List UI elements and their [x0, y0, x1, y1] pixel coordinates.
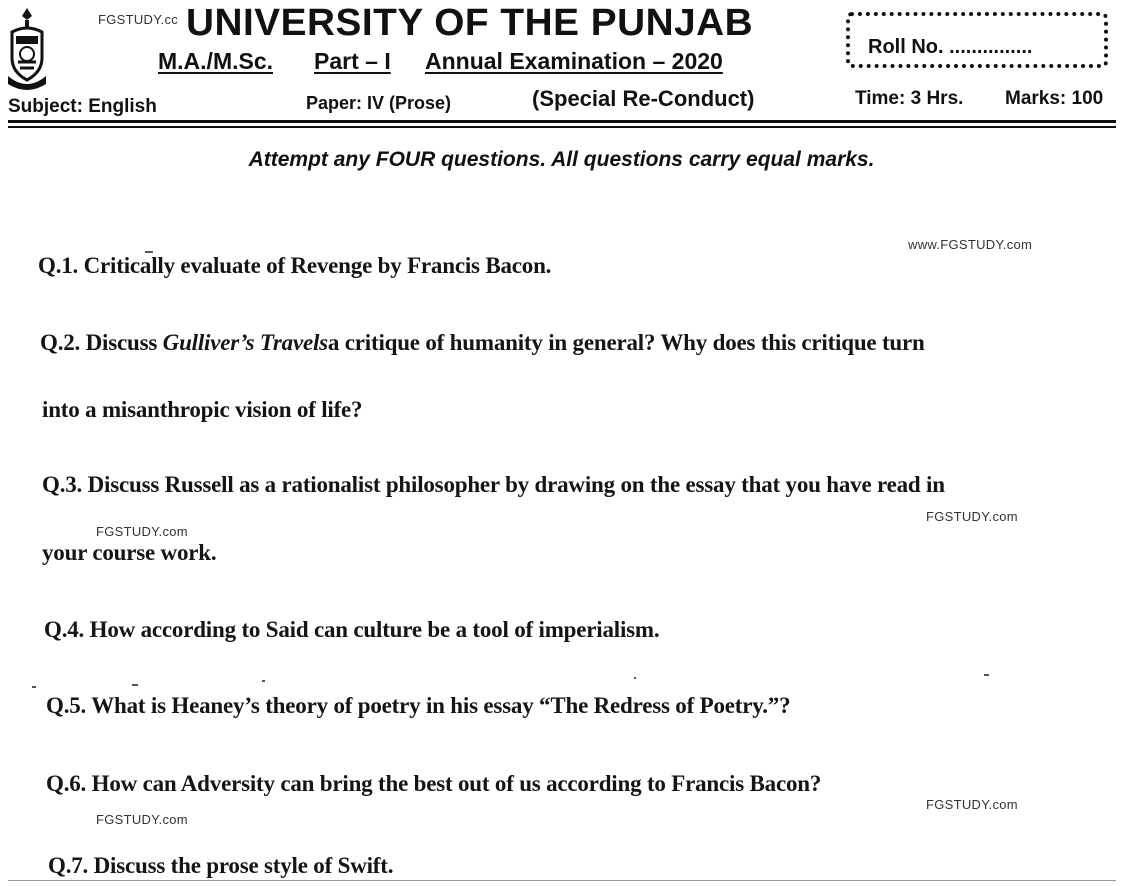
scan-speck — [145, 251, 153, 253]
scan-speck — [132, 684, 138, 686]
university-title: UNIVERSITY OF THE PUNJAB — [186, 2, 754, 44]
question-2-prefix: Q.2. Discuss — [40, 330, 163, 355]
instructions: Attempt any FOUR questions. All questions carry equal marks. — [248, 148, 875, 171]
question-3-line-2: your course work. — [42, 540, 217, 565]
header-rule-top — [8, 120, 1116, 123]
university-crest-icon — [6, 6, 48, 92]
scan-speck — [634, 677, 636, 679]
question-2-line-2: into a misanthropic vision of life? — [42, 397, 363, 422]
question-2-rest: a critique of humanity in general? Why does this critique turn — [327, 330, 925, 355]
question-5: Q.5. What is Heaney’s theory of poetry in his essay “The Redress of Poetry.”? — [46, 693, 791, 718]
question-4: Q.4. How according to Said can culture be a tool of imperialism. — [44, 617, 660, 642]
marks-label: Marks: 100 — [1005, 88, 1104, 109]
watermark-text: FGSTUDY.com — [926, 797, 1018, 812]
special-label: (Special Re-Conduct) — [532, 86, 755, 111]
roll-number-box[interactable] — [846, 12, 1108, 68]
question-6: Q.6. How can Adversity can bring the best out of us according to Francis Bacon? — [46, 771, 822, 796]
watermark-text: FGSTUDY.com — [96, 812, 188, 827]
question-1: Q.1. Critically evaluate of Revenge by Francis Bacon. — [38, 253, 552, 278]
roll-number-label: Roll No. ............... — [868, 36, 1033, 58]
part-label: Part – I — [314, 48, 391, 74]
watermark-text: www.FGSTUDY.com — [908, 237, 1033, 252]
question-2-title: Gulliver’s Travels — [162, 330, 328, 355]
scan-speck — [32, 686, 36, 688]
bottom-edge-line — [8, 880, 1116, 881]
question-7: Q.7. Discuss the prose style of Swift. — [48, 853, 394, 878]
question-3: Q.3. Discuss Russell as a rationalist philosopher by drawing on the essay that you have read in — [42, 472, 945, 497]
watermark-text: FGSTUDY.cc — [98, 12, 179, 27]
scan-speck — [262, 680, 265, 682]
scan-speck — [984, 674, 989, 676]
degree-label: M.A./M.Sc. — [158, 48, 274, 74]
subject-label: Subject: English — [8, 96, 157, 117]
exam-label: Annual Examination – 2020 — [425, 48, 723, 74]
question-2 — [40, 330, 925, 356]
paper-label: Paper: IV (Prose) — [306, 93, 452, 113]
watermark-text: FGSTUDY.com — [926, 509, 1018, 524]
watermark-text: FGSTUDY.com — [96, 524, 188, 539]
header-rule-bottom — [8, 126, 1116, 128]
time-label: Time: 3 Hrs. — [855, 88, 964, 109]
